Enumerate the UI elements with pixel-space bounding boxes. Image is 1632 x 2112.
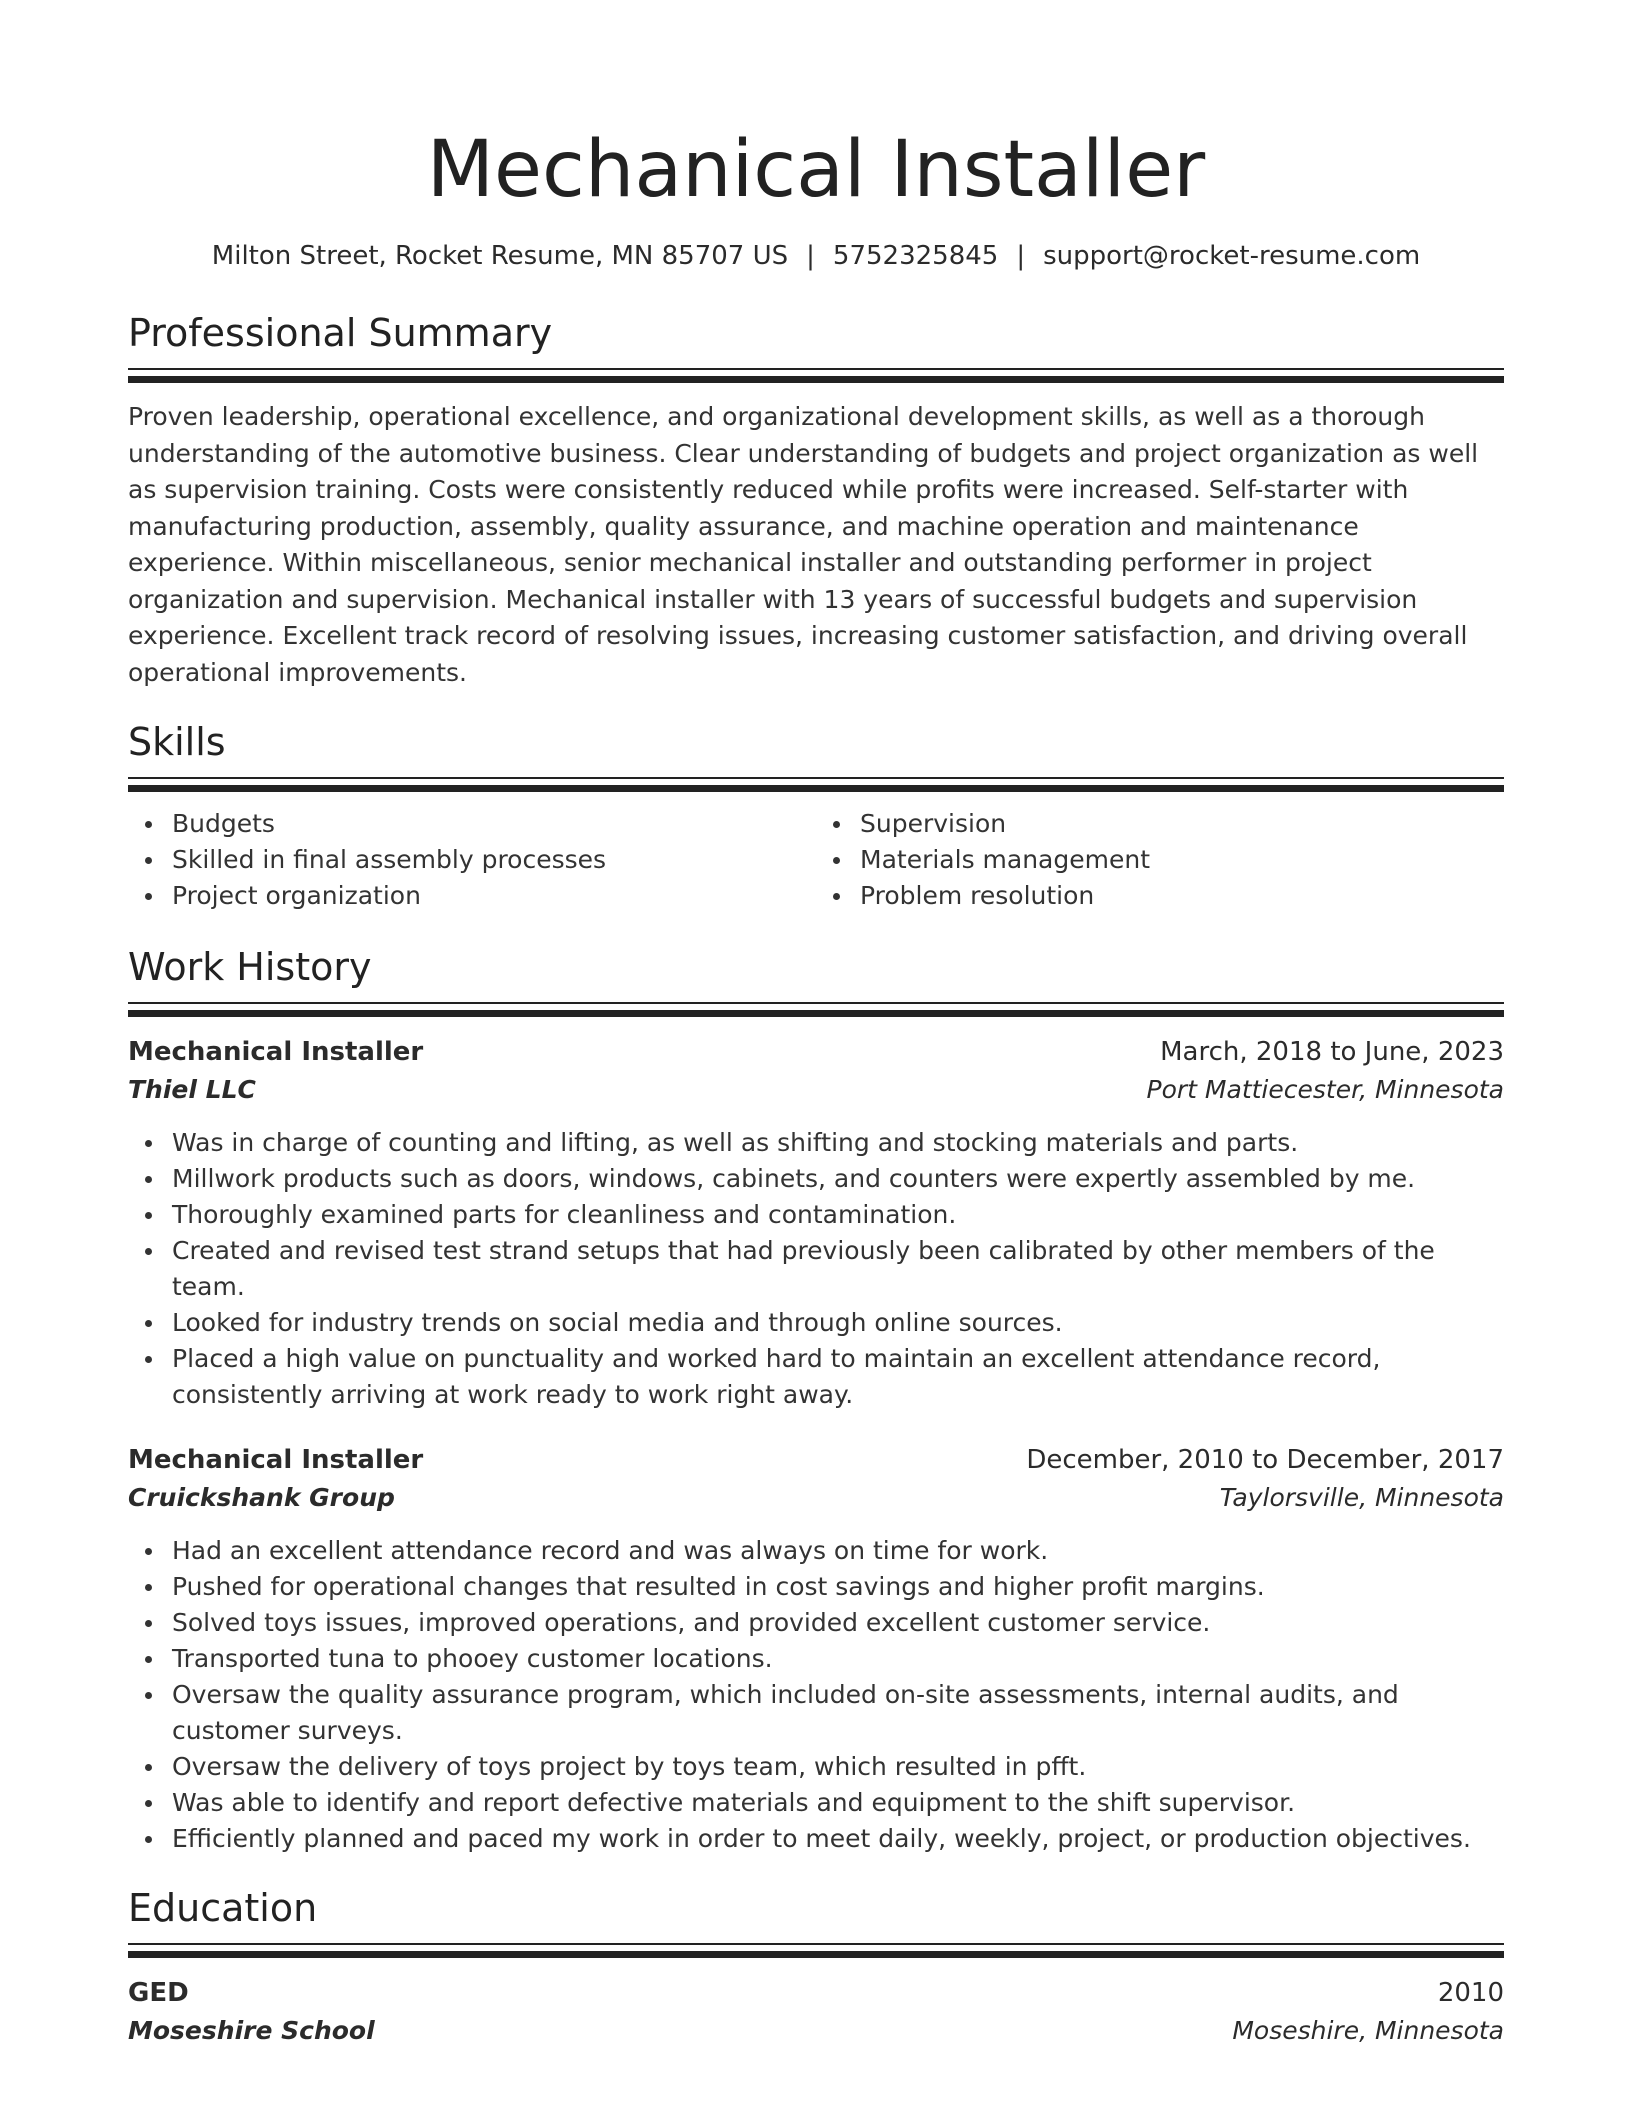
education-entry — [128, 1974, 1504, 2050]
job-bullet: Efficiently planned and paced my work in order to meet daily, weekly, project, or production objectives. — [172, 1821, 1504, 1857]
section-divider-thick — [128, 785, 1504, 792]
skills-section — [128, 717, 1504, 914]
skills-grid — [128, 806, 1504, 914]
education-header — [128, 1974, 1504, 2012]
skill-item: Materials management — [860, 842, 1504, 878]
section-divider — [128, 1943, 1504, 1945]
job-bullet: Created and revised test strand setups that had previously been calibrated by other members of the team. — [172, 1233, 1504, 1305]
contact-address: Milton Street, Rocket Resume, MN 85707 US — [211, 241, 789, 271]
job-dates: December, 2010 to December, 2017 — [1026, 1445, 1504, 1475]
skills-column-left — [128, 806, 816, 914]
job-bullet: Solved toys issues, improved operations, and provided excellent customer service. — [172, 1605, 1504, 1641]
section-divider — [128, 368, 1504, 370]
skill-item: Project organization — [172, 878, 816, 914]
job-location: Port Mattiecester, Minnesota — [1146, 1075, 1504, 1104]
job-company: Cruickshank Group — [128, 1483, 395, 1512]
job-bullet: Had an excellent attendance record and was always on time for work. — [172, 1533, 1504, 1569]
job-bullet: Looked for industry trends on social media and through online sources. — [172, 1305, 1504, 1341]
job-entry — [128, 1033, 1504, 1413]
work-heading: Work History — [128, 945, 372, 989]
skill-item: Skilled in final assembly processes — [172, 842, 816, 878]
contact-email: support@rocket-resume.com — [1043, 241, 1421, 271]
education-subheader — [128, 2012, 1504, 2050]
job-entry — [128, 1441, 1504, 1857]
section-divider-thick — [128, 1951, 1504, 1958]
job-bullet: Was able to identify and report defective materials and equipment to the shift supervisor. — [172, 1785, 1504, 1821]
resume-name: Mechanical Installer — [426, 125, 1206, 215]
job-title: Mechanical Installer — [128, 1037, 424, 1067]
job-bullets — [128, 1533, 1504, 1857]
skills-column-right — [816, 806, 1504, 914]
job-bullet: Thoroughly examined parts for cleanliness and contamination. — [172, 1197, 1504, 1233]
job-dates: March, 2018 to June, 2023 — [1160, 1037, 1504, 1067]
summary-heading: Professional Summary — [128, 311, 553, 355]
skill-item: Supervision — [860, 806, 1504, 842]
education-year: 2010 — [1437, 1978, 1504, 2008]
work-section — [128, 942, 1504, 1857]
section-divider — [128, 777, 1504, 779]
skills-heading: Skills — [128, 720, 226, 764]
summary-text: Proven leadership, operational excellence, and organizational development skills, as well as a thorough understanding of the automotive business. Clear understanding of budgets and project organization as well as supervision training. Costs were consistently reduced while profits were increased. Self-starter with manufacturing production, assembly, quality assurance, and machine operation and maintenance experience. Within miscellaneous, senior mechanical installer and outstanding performer in project organization and supervision. Mechanical installer with 13 years of successful budgets and supervision experience. Excellent track record of resolving issues, increasing customer satisfaction, and driving overall operational improvements. — [128, 402, 1479, 687]
contact-line — [128, 238, 1504, 274]
education-school: Moseshire School — [128, 2016, 375, 2045]
job-company: Thiel LLC — [128, 1075, 256, 1104]
job-bullet: Was in charge of counting and lifting, as well as shifting and stocking materials and parts. — [172, 1125, 1504, 1161]
job-subheader — [128, 1479, 1504, 1517]
job-location: Taylorsville, Minnesota — [1219, 1483, 1504, 1512]
contact-separator: | — [806, 241, 815, 271]
job-bullet: Oversaw the delivery of toys project by toys team, which resulted in pfft. — [172, 1749, 1504, 1785]
job-header — [128, 1441, 1504, 1479]
education-heading: Education — [128, 1886, 318, 1930]
job-bullet: Pushed for operational changes that resulted in cost savings and higher profit margins. — [172, 1569, 1504, 1605]
education-section — [128, 1883, 1504, 2050]
job-bullet: Millwork products such as doors, windows, cabinets, and counters were expertly assembled by me. — [172, 1161, 1504, 1197]
contact-separator: | — [1016, 241, 1026, 271]
section-divider-thick — [128, 376, 1504, 383]
job-bullet: Oversaw the quality assurance program, which included on-site assessments, internal audits, and customer surveys. — [172, 1677, 1504, 1749]
education-location: Moseshire, Minnesota — [1232, 2016, 1504, 2045]
skill-item: Budgets — [172, 806, 816, 842]
job-bullets — [128, 1125, 1504, 1413]
skill-item: Problem resolution — [860, 878, 1504, 914]
job-bullet: Transported tuna to phooey customer locations. — [172, 1641, 1504, 1677]
education-degree: GED — [128, 1978, 189, 2008]
section-divider-thick — [128, 1010, 1504, 1017]
job-bullet: Placed a high value on punctuality and worked hard to maintain an excellent attendance record, consistently arriving at work ready to work right away. — [172, 1341, 1504, 1413]
section-divider — [128, 1002, 1504, 1004]
job-header — [128, 1033, 1504, 1071]
job-title: Mechanical Installer — [128, 1445, 424, 1475]
contact-phone: 5752325845 — [832, 241, 999, 271]
job-subheader — [128, 1071, 1504, 1109]
summary-section — [128, 308, 1504, 691]
